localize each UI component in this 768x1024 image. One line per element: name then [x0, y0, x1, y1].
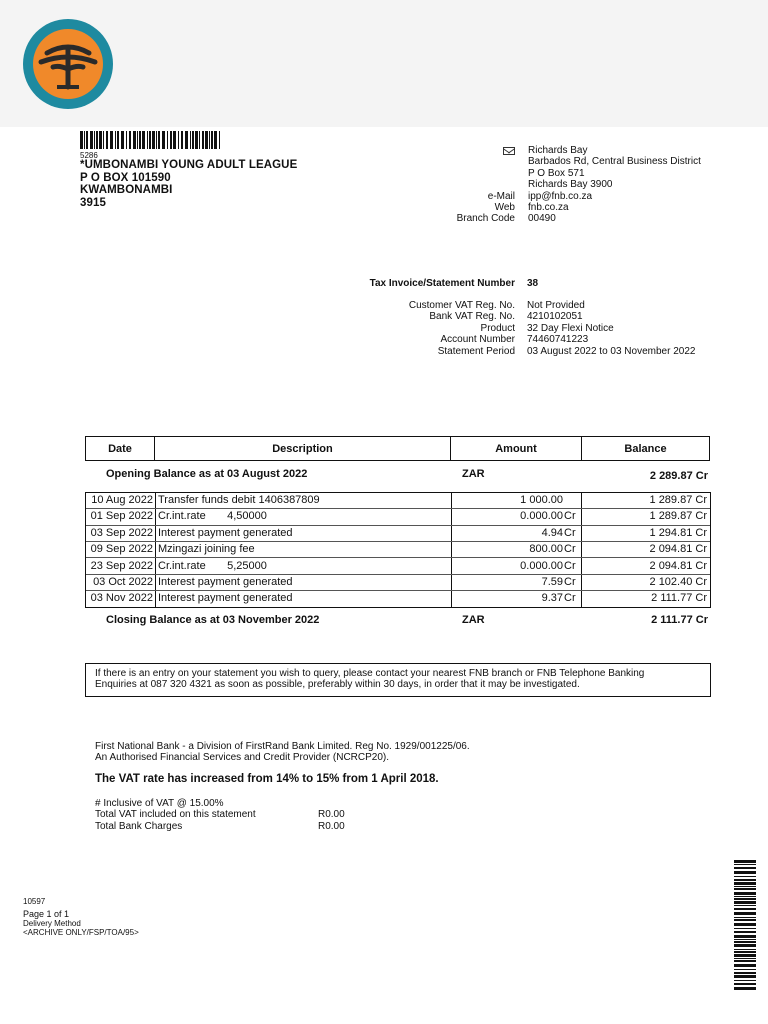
column-header-date: Date — [86, 437, 155, 460]
email-label: e-Mail — [487, 190, 515, 202]
web-link[interactable]: fnb.co.za — [528, 202, 569, 214]
table-row — [86, 509, 710, 525]
column-header-description: Description — [155, 437, 451, 460]
column-header-amount: Amount — [451, 437, 582, 460]
cell-balance: 2 094.81 Cr — [649, 543, 707, 556]
bank-charges-label: Total Bank Charges — [95, 820, 183, 832]
envelope-icon — [503, 147, 515, 155]
page-info — [23, 897, 139, 937]
vat-total-label: Total VAT included on this statement — [95, 809, 256, 821]
barcode-icon — [734, 860, 756, 990]
table-header — [85, 436, 710, 461]
customer-vat-value: Not Provided — [527, 300, 585, 311]
account-details — [365, 300, 695, 357]
bank-vat-label: Bank VAT Reg. No. — [429, 311, 515, 323]
barcode-icon — [80, 131, 222, 149]
customer-vat-label: Customer VAT Reg. No. — [408, 300, 515, 311]
header-band — [0, 0, 768, 127]
cell-date: 01 Sep 2022 — [90, 510, 153, 523]
recipient-line: 3915 — [80, 196, 106, 209]
table-row — [86, 559, 710, 575]
cell-description: Mzingazi joining fee — [158, 543, 255, 556]
closing-balance-value: 2 111.77 Cr — [651, 614, 708, 626]
branch-address-line: P O Box 571 — [528, 167, 585, 179]
opening-balance-value: 2 289.87 Cr — [649, 470, 708, 482]
closing-currency: ZAR — [462, 614, 485, 626]
cell-amount: 7.59 — [541, 576, 563, 588]
page-number: Page 1 of 1 — [23, 909, 70, 919]
cell-balance: 1 289.87 Cr — [649, 494, 707, 506]
cell-description: Cr.int.rate 4,50000 — [158, 510, 267, 523]
table-row — [86, 542, 710, 558]
statement-number — [365, 278, 538, 289]
branch-address-line: Richards Bay — [528, 145, 588, 156]
branch-code-label: Branch Code — [456, 213, 515, 225]
cell-description: Interest payment generated — [158, 526, 293, 539]
table-row — [86, 575, 710, 591]
account-value: 74460741223 — [527, 334, 589, 346]
document-code: 10597 — [23, 897, 46, 906]
branch-address-line: Richards Bay 3900 — [528, 179, 613, 191]
web-label: Web — [494, 202, 515, 214]
cell-description: Interest payment generated — [158, 592, 293, 605]
cell-date: 23 Sep 2022 — [90, 559, 153, 572]
query-notice-line: If there is an entry on your statement you wish to query, please contact your nearest FNB branch or FNB Telephone Banking — [95, 668, 645, 679]
cell-amount: 0.000.00 — [520, 559, 563, 572]
table-row — [86, 526, 710, 542]
product-value: 32 Day Flexi Notice — [527, 322, 614, 334]
branch-code: 00490 — [528, 213, 556, 225]
cell-date: 03 Oct 2022 — [93, 576, 153, 588]
recipient-line: P O BOX 101590 — [80, 171, 171, 184]
table-row — [86, 591, 710, 607]
cell-balance: 1 289.87 Cr — [649, 510, 707, 523]
transactions-table — [85, 492, 711, 608]
closing-balance-label: Closing Balance as at 03 November 2022 — [106, 614, 320, 626]
account-label: Account Number — [440, 334, 515, 346]
vat-inclusive-note: # Inclusive of VAT @ 15.00% — [95, 798, 224, 809]
opening-balance-label: Opening Balance as at 03 August 2022 — [106, 468, 308, 480]
vat-summary — [95, 798, 345, 832]
statement-number-value: 38 — [527, 278, 539, 289]
column-header-balance: Balance — [624, 442, 667, 455]
cell-balance: 2 111.77 Cr — [651, 592, 707, 605]
branch-address-line: Barbados Rd, Central Business District — [528, 156, 701, 168]
cell-description: Cr.int.rate 5,25000 — [158, 559, 267, 572]
vat-notice: The VAT rate has increased from 14% to 15% from 1 April 2018. — [95, 773, 439, 785]
cell-balance: 2 102.40 Cr — [649, 576, 707, 588]
cell-amount-suffix: Cr — [564, 559, 576, 572]
cell-amount-suffix: Cr — [564, 526, 576, 539]
cell-balance: 2 094.81 Cr — [649, 559, 707, 572]
legal-line: First National Bank - a Division of FirstRand Bank Limited. Reg No. 1929/001225/06. — [95, 741, 470, 752]
legal-line: An Authorised Financial Services and Credit Provider (NCRCP20). — [95, 752, 390, 764]
cell-amount-suffix: Cr — [564, 576, 576, 588]
cell-amount: 9.37 — [541, 592, 563, 605]
fnb-logo-icon — [23, 19, 113, 109]
vat-total-value: R0.00 — [318, 809, 345, 821]
table-row — [86, 493, 710, 509]
cell-balance: 1 294.81 Cr — [649, 526, 707, 539]
email-link[interactable]: ipp@fnb.co.za — [528, 190, 593, 202]
cell-date: 09 Sep 2022 — [90, 543, 153, 556]
cell-date: 10 Aug 2022 — [91, 494, 153, 506]
delivery-method: <ARCHIVE ONLY/FSP/TOA/95> — [23, 928, 139, 937]
cell-amount: 1 000.00 — [520, 494, 563, 506]
branch-contact — [445, 145, 701, 225]
barcode-code: 5286 — [80, 151, 98, 160]
bank-charges-value: R0.00 — [318, 820, 345, 832]
product-label: Product — [480, 322, 515, 334]
cell-amount: 4.94 — [541, 526, 563, 539]
statement-number-label: Tax Invoice/Statement Number — [369, 278, 515, 289]
period-label: Statement Period — [437, 345, 515, 357]
cell-description: Interest payment generated — [158, 576, 293, 588]
bank-vat-value: 4210102051 — [527, 311, 583, 323]
cell-description: Transfer funds debit 1406387809 — [158, 494, 320, 506]
cell-amount: 800.00 — [529, 543, 563, 556]
query-notice — [85, 663, 711, 697]
recipient-line: KWAMBONAMBI — [80, 184, 173, 196]
cell-amount: 0.000.00 — [520, 510, 563, 523]
query-notice-line: Enquiries at 087 320 4321 as soon as possible, preferably within 30 days, in order that it may be investigated. — [95, 679, 580, 691]
bank-legal-info — [95, 741, 470, 764]
cell-amount-suffix: Cr — [564, 510, 576, 523]
cell-date: 03 Nov 2022 — [90, 592, 153, 605]
period-value: 03 August 2022 to 03 November 2022 — [527, 345, 696, 357]
cell-amount-suffix: Cr — [564, 543, 576, 556]
opening-currency: ZAR — [462, 468, 485, 480]
delivery-label: Delivery Method — [23, 919, 81, 928]
cell-amount-suffix: Cr — [564, 592, 576, 605]
recipient-name: *UMBONAMBI YOUNG ADULT LEAGUE — [80, 159, 298, 171]
cell-date: 03 Sep 2022 — [90, 526, 153, 539]
recipient-address — [80, 159, 297, 209]
